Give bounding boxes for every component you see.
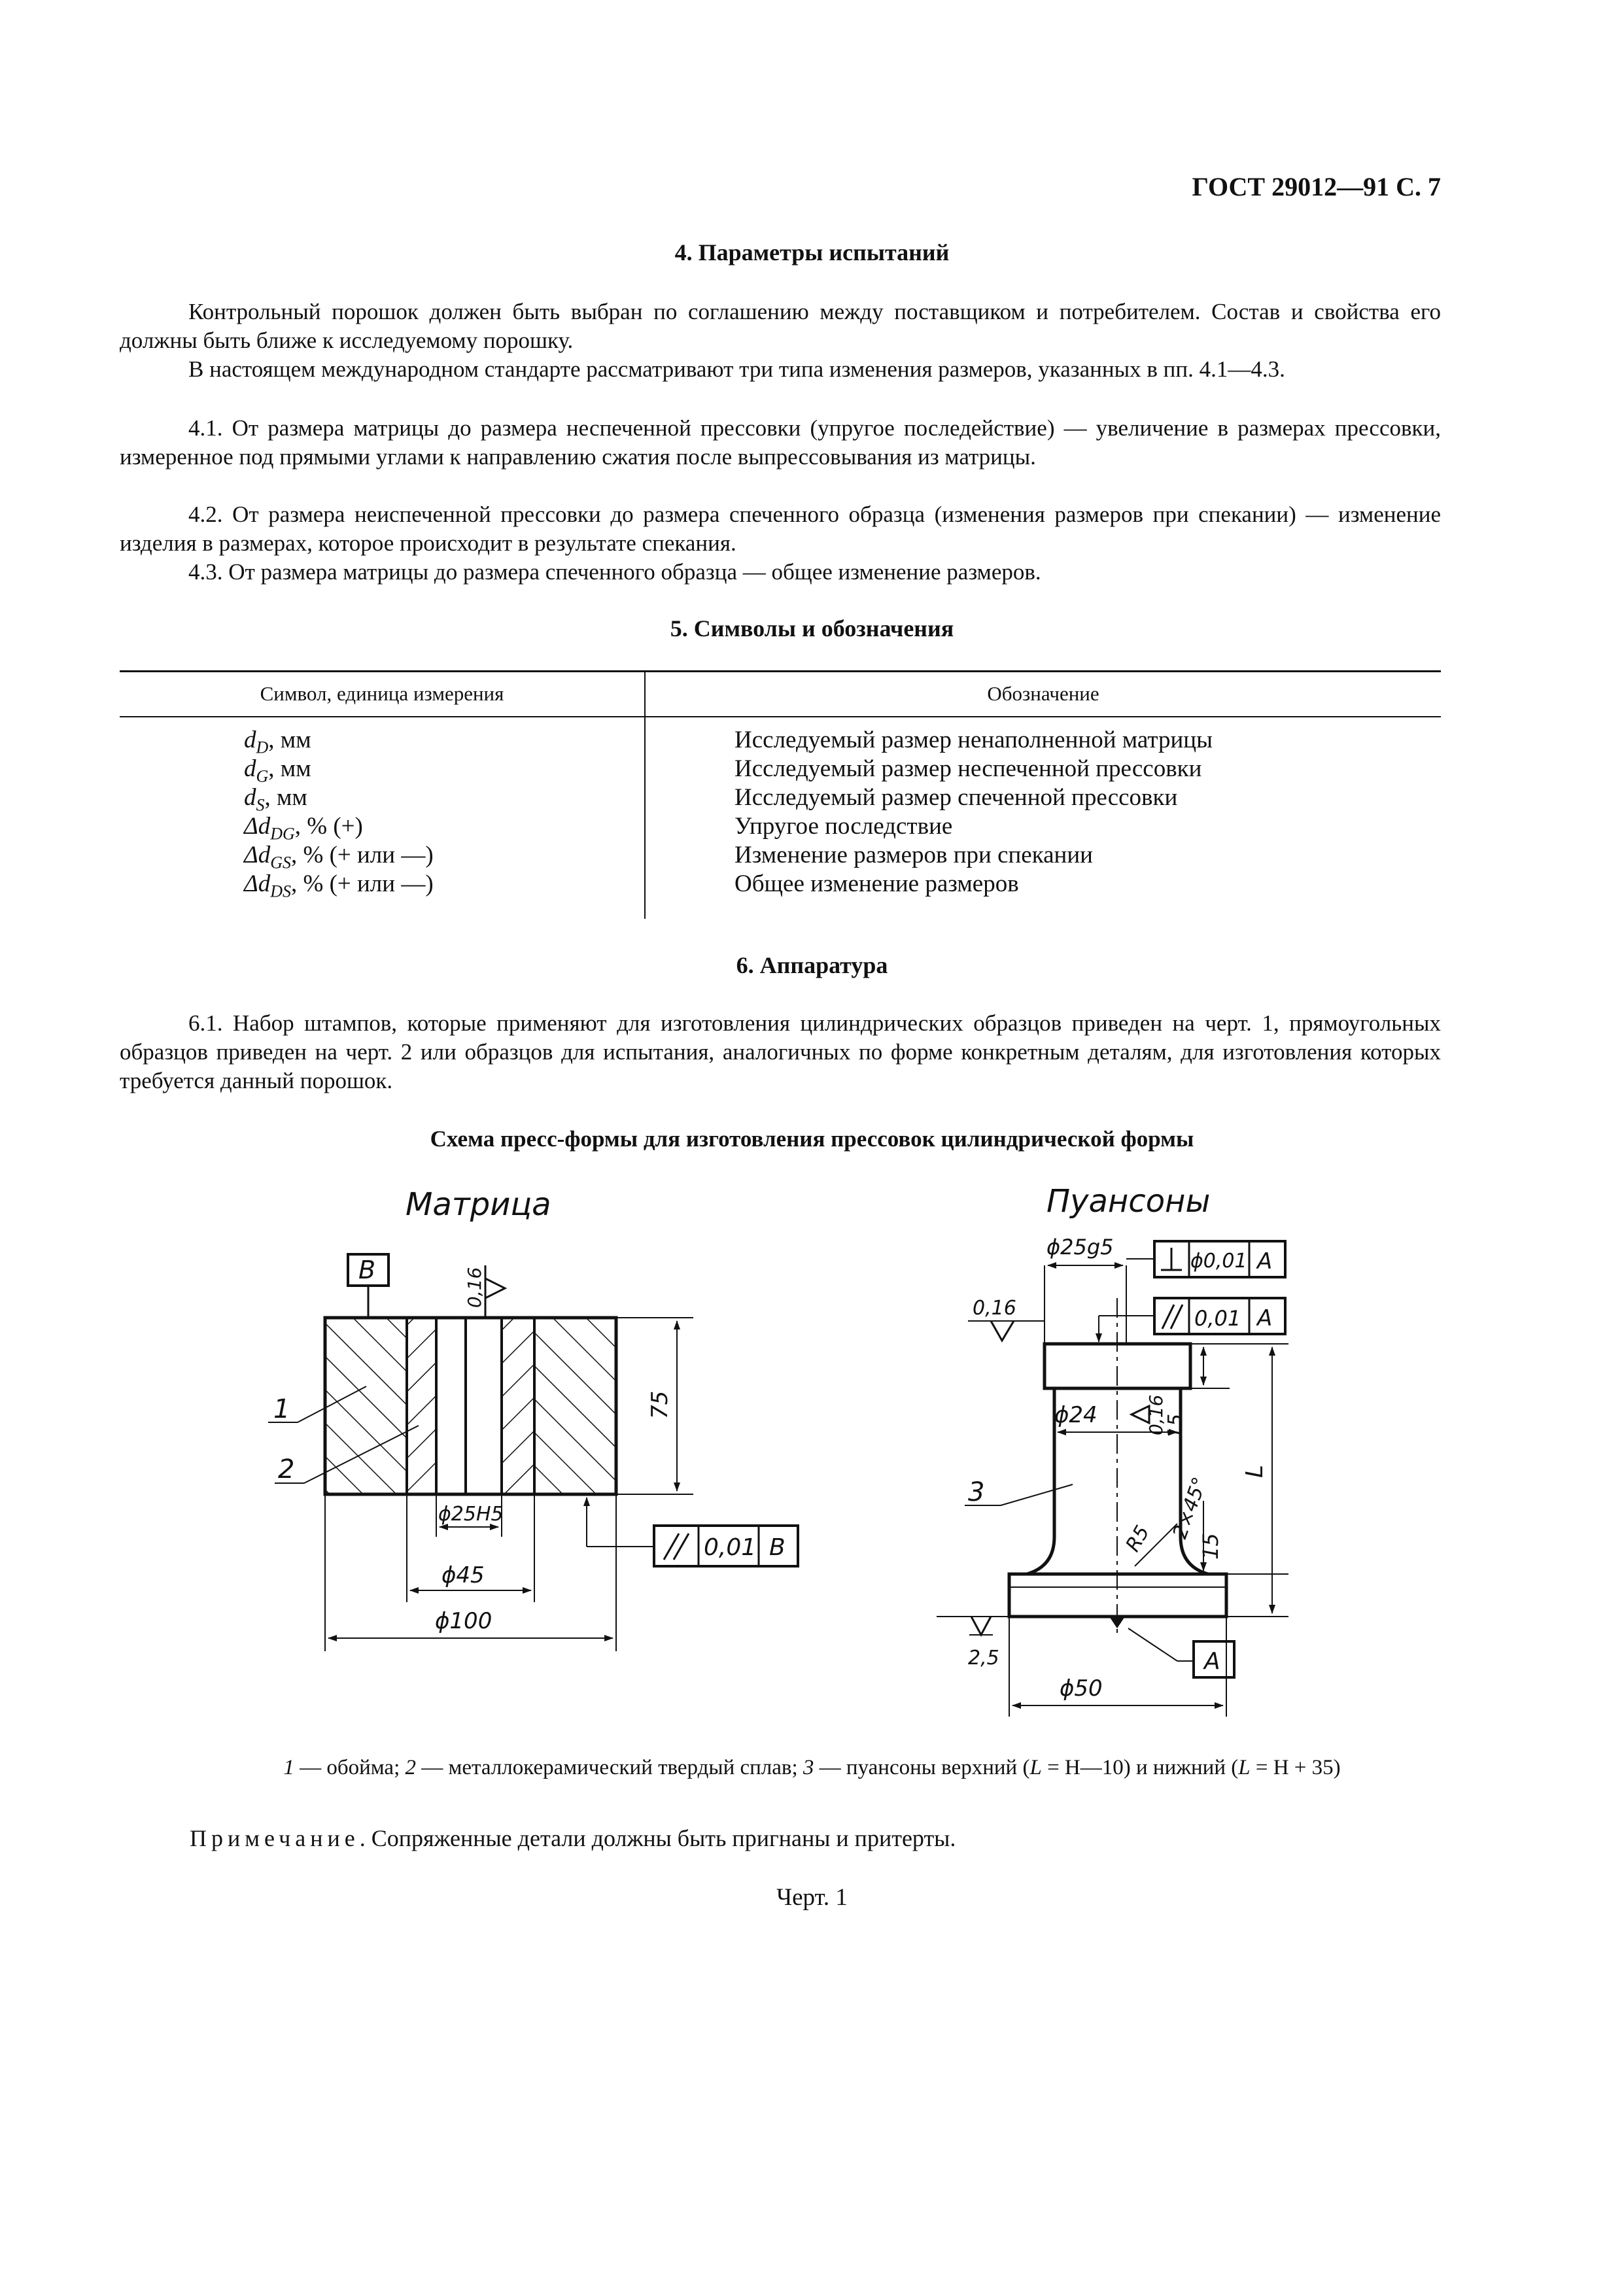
- holder-hatch-left: [325, 1318, 407, 1494]
- symbol-cell: $\Delta d_{DS}$, % (+ или —): [244, 870, 434, 901]
- table-header-symbol: Символ, единица измерения: [260, 682, 504, 705]
- perp-tolerance-value: ϕ0,01: [1190, 1250, 1247, 1273]
- meaning-cell: Исследуемый размер спеченной прессовки: [734, 784, 1178, 811]
- meaning-cell: Исследуемый размер неспеченной прессовки: [734, 755, 1202, 782]
- item-3-label: 3: [968, 1477, 985, 1507]
- punch-base-height: [1198, 1501, 1288, 1617]
- section-4-paragraph-5: 4.3. От размера матрицы до размера спеченного образца — общее изменение размеров.: [188, 559, 1041, 585]
- section-4-paragraph-3: 4.1. От размера матрицы до размера неспеченной прессовки (упругое последействие) — увеличение в размерах прессовки, измеренное под прямыми углами к направлению сжатия после выпрессовывания из матрицы.: [120, 415, 1441, 470]
- note-label: Примечание: [190, 1825, 360, 1851]
- symbol-cell: $\Delta d_{GS}$, % (+ или —): [244, 842, 434, 872]
- punch-perpendicularity-tolerance: [1126, 1241, 1285, 1277]
- punch-base-height-value: 15: [1198, 1533, 1223, 1560]
- symbol-cell: $d_D$, мм: [244, 727, 311, 757]
- matrix-parallelism-tolerance: [587, 1498, 798, 1566]
- punch-stem-diameter-value: ϕ24: [1054, 1402, 1097, 1428]
- matrix-outer-diameter: ϕ100: [435, 1608, 492, 1634]
- symbol-cell: $d_S$, мм: [244, 784, 307, 815]
- matrix-height-value: 75: [647, 1390, 673, 1419]
- punch-top-diameter-value: ϕ25g5: [1046, 1235, 1114, 1259]
- matrix-inner-diameter: ϕ25H5: [438, 1503, 504, 1526]
- punch-radius-value: R5: [1121, 1521, 1154, 1556]
- punch-mid-roughness-value: 0,16: [1145, 1394, 1167, 1435]
- item-2-label: 2: [278, 1454, 295, 1484]
- punch-head-height-value: 15: [1164, 1413, 1187, 1439]
- section-4-paragraph-2: В настоящем международном стандарте рассматривают три типа изменения размеров, указанных в пп. 4.1—4.3.: [188, 356, 1285, 382]
- matrix-section-view: [325, 1318, 616, 1494]
- punch-view: [1009, 1298, 1226, 1635]
- section-4-title: 4. Параметры испытаний: [674, 239, 950, 266]
- par-tolerance-value: 0,01: [1194, 1306, 1241, 1331]
- meaning-cell: Общее изменение размеров: [734, 870, 1019, 897]
- figure-number: Черт. 1: [776, 1884, 848, 1911]
- figure-caption: 1 — обойма; 2 — металлокерамический твердый сплав; 3 — пуансоны верхний (L = Н—10) и нижний (L = Н + 35): [283, 1756, 1341, 1779]
- punch-top-diameter: [1045, 1235, 1126, 1344]
- section-4-paragraph-1: Контрольный порошок должен быть выбран по соглашению между поставщиком и потребителем. Состав и свойства его должны быть ближе к исследуемому порошку.: [120, 299, 1441, 353]
- holder-hatch-right: [534, 1318, 616, 1494]
- matrix-diameter-dimensions: [325, 1494, 616, 1651]
- punch-base-diameter-value: ϕ50: [1060, 1675, 1103, 1702]
- punch-datum-a-label: A: [1204, 1648, 1220, 1675]
- punch-datum-a: [1128, 1628, 1234, 1677]
- hard-alloy-hatch-right: [502, 1318, 534, 1494]
- punch-top-roughness-value: 0,16: [973, 1297, 1016, 1320]
- matrix-roughness-value: 0,16: [464, 1267, 485, 1308]
- matrix-tolerance-value: 0,01: [704, 1534, 757, 1561]
- section-5-title: 5. Символы и обозначения: [670, 615, 954, 642]
- punches-label: Пуансоны: [1046, 1183, 1211, 1220]
- note-text: . Сопряженные детали должны быть пригнаны и притерты.: [359, 1825, 956, 1851]
- item-1-label: 1: [273, 1394, 290, 1424]
- hard-alloy-hatch-left: [407, 1318, 436, 1494]
- punch-top-roughness: [968, 1297, 1045, 1341]
- matrix-mid-diameter: ϕ45: [441, 1562, 485, 1588]
- matrix-roughness-mark: [464, 1265, 505, 1318]
- meaning-cell: Исследуемый размер ненаполненной матрицы: [734, 727, 1213, 753]
- table-header-meaning: Обозначение: [987, 682, 1099, 705]
- meaning-cell: Упругое последствие: [734, 813, 953, 840]
- punch-bottom-roughness-value: 2,5: [968, 1647, 999, 1670]
- perp-tolerance-datum: A: [1257, 1248, 1273, 1275]
- section-6-paragraph-1: 6.1. Набор штампов, которые применяют для изготовления цилиндрических образцов приведен на черт. 1, прямоугольных образцов приведен на черт. 2 или образцов для испытания, аналогичных по форме конкретным деталям, для изготовления которых требуется данный порошок.: [120, 1010, 1441, 1093]
- section-4-paragraph-4: 4.2. От размера неиспеченной прессовки до размера спеченного образца (изменения размеров при спекании) — изменение изделия в размерах, которое происходит в результате спекания.: [120, 502, 1441, 556]
- symbol-cell: $\Delta d_{DG}$, % (+): [244, 813, 363, 844]
- figure-note: [190, 1825, 956, 1852]
- punch-chamfer-value: 2×45°: [1168, 1474, 1212, 1542]
- matrix-label: Матрица: [406, 1186, 551, 1223]
- punch-length-value: L: [1241, 1464, 1268, 1478]
- datum-b-label: B: [358, 1256, 376, 1284]
- figure-title: Схема пресс-формы для изготовления прессовок цилиндрической формы: [430, 1126, 1194, 1152]
- matrix-height-dimension: [616, 1318, 693, 1494]
- symbol-cell: $d_G$, мм: [244, 755, 311, 786]
- document-header: ГОСТ 29012—91 С. 7: [1192, 172, 1441, 201]
- punch-bottom-roughness: [937, 1617, 1009, 1670]
- section-6-title: 6. Аппаратура: [736, 952, 888, 978]
- par-tolerance-datum: A: [1257, 1305, 1273, 1331]
- matrix-tolerance-datum: B: [769, 1534, 786, 1561]
- meaning-cell: Изменение размеров при спекании: [734, 842, 1093, 868]
